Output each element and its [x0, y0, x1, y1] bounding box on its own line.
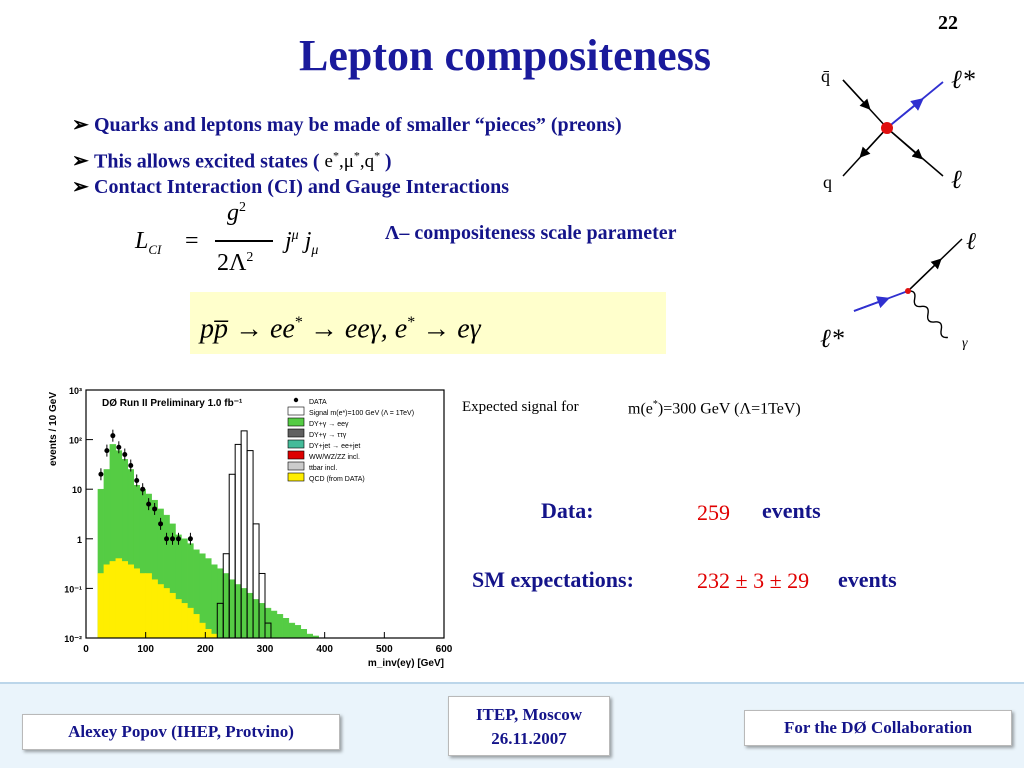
- histogram-bar: [253, 599, 259, 638]
- data-point: [170, 536, 175, 541]
- histogram-bar: [146, 573, 152, 638]
- formula-equals: =: [185, 228, 199, 254]
- legend-label: DATA: [309, 399, 327, 406]
- bullet-close-paren: ): [384, 150, 392, 173]
- x-tick-label: 0: [83, 644, 89, 655]
- histogram-bar: [247, 593, 253, 638]
- data-point: [146, 502, 151, 507]
- histogram-bar: [128, 565, 134, 638]
- histogram-bar: [259, 603, 265, 638]
- histogram-bar: [277, 614, 283, 638]
- x-axis-label: m_inv(eγ) [GeV]: [367, 658, 444, 669]
- slide-title: Lepton compositeness: [299, 31, 711, 80]
- data-point: [164, 536, 169, 541]
- qbar-label: q̄: [821, 66, 830, 86]
- bullet-item-excited-states: [72, 143, 622, 174]
- x-tick-label: 600: [435, 644, 453, 655]
- data-events-value: 259: [697, 500, 730, 525]
- data-point: [188, 536, 193, 541]
- histogram-bar: [229, 580, 235, 638]
- histogram-bar: [205, 629, 211, 638]
- legend-swatch: [288, 407, 304, 415]
- footer-venue: [448, 696, 610, 756]
- histogram-bar: [164, 588, 170, 638]
- x-tick-label: 500: [375, 644, 393, 655]
- arrow-bullet-icon: ➢: [72, 176, 89, 198]
- histogram-bar: [140, 573, 146, 638]
- excited-states-formula: e*,μ*,q*: [324, 149, 381, 173]
- legend-swatch: [288, 473, 304, 481]
- histogram-bar: [211, 565, 217, 638]
- histogram-bar: [271, 611, 277, 638]
- histogram-bar: [235, 584, 241, 638]
- histogram-bar: [152, 580, 158, 638]
- data-label: Data:: [541, 498, 594, 523]
- histogram-bar: [158, 584, 164, 638]
- lstar-label: ℓ*: [820, 324, 844, 353]
- expected-signal-mass: m(e*)=300 GeV (Λ=1TeV): [628, 399, 801, 418]
- histogram-bar: [193, 614, 199, 638]
- y-tick-label: 10⁻¹: [64, 584, 82, 595]
- bullet-text: This allows excited states (: [94, 150, 320, 173]
- histogram-bar: [98, 573, 104, 638]
- histogram-bar: [205, 559, 211, 638]
- formula-currents: $j^\mu$ $j_\mu$: [285, 228, 319, 258]
- lepton-label: ℓ: [966, 229, 976, 255]
- histogram-bar: [181, 603, 187, 638]
- lambda-note: Λ– compositeness scale parameter: [385, 222, 677, 244]
- formula-denominator: $2\Lambda^2$: [217, 250, 254, 276]
- formula-numerator: $g^2$: [227, 200, 246, 226]
- legend-marker: [294, 398, 298, 402]
- histogram-bar: [295, 625, 301, 638]
- histogram-bar: [223, 573, 229, 638]
- footer-venue-place: ITEP, Moscow: [475, 705, 583, 724]
- formula-lhs: $L_{CI}$: [135, 228, 162, 257]
- lagrangian-formula: [135, 200, 355, 290]
- histogram-bar: [199, 623, 205, 638]
- legend-label: DY+γ → ττγ: [309, 432, 347, 439]
- contact-interaction-diagram: [815, 52, 995, 204]
- lepton-label: ℓ: [951, 165, 962, 194]
- legend-label: DY+γ → eeγ: [309, 421, 349, 428]
- data-point: [140, 487, 145, 492]
- histogram-bar: [134, 569, 140, 638]
- expected-signal-label: Expected signal for: [462, 399, 579, 415]
- data-point: [134, 478, 139, 483]
- y-tick-label: 10²: [68, 435, 82, 446]
- legend-label: QCD (from DATA): [309, 476, 365, 483]
- reaction-formula: pp̅ → ee* → eeγ, e* → eγ: [190, 292, 666, 354]
- data-point: [176, 536, 181, 541]
- fraction-line: [215, 240, 273, 242]
- y-tick-label: 10⁻²: [64, 634, 82, 644]
- arrow-bullet-icon: ➢: [72, 150, 89, 173]
- histogram-bar: [116, 559, 122, 638]
- data-point: [128, 463, 133, 468]
- histogram-bar: [104, 565, 110, 638]
- legend-label: Signal m(e*)=100 GeV (Λ = 1TeV): [309, 410, 415, 417]
- data-point: [110, 433, 115, 438]
- legend-swatch: [288, 451, 304, 459]
- legend-label: DY+jet → ee+jet: [309, 443, 361, 450]
- y-tick-label: 1: [76, 534, 82, 545]
- arrow-bullet-icon: ➢: [72, 114, 89, 136]
- data-point: [104, 448, 109, 453]
- sm-expectation-label: SM expectations:: [472, 567, 634, 592]
- footer-venue-date: 26.11.2007: [491, 729, 567, 748]
- sm-events-unit: events: [838, 567, 897, 592]
- gamma-label: γ: [962, 336, 968, 351]
- gauge-interaction-diagram: [812, 225, 1002, 360]
- bullet-text: Contact Interaction (CI) and Gauge Interactions: [94, 176, 509, 198]
- x-tick-label: 200: [196, 644, 214, 655]
- data-point: [116, 445, 121, 450]
- legend-swatch: [288, 462, 304, 470]
- q-label: q: [823, 172, 832, 192]
- slide-number: 22: [938, 12, 958, 34]
- histogram-bar: [187, 608, 193, 638]
- bullet-item-preons: [72, 112, 622, 143]
- data-point: [158, 521, 163, 526]
- legend-label: WW/WZ/ZZ incl.: [309, 454, 360, 461]
- sm-expectation-value: 232 ± 3 ± 29: [697, 568, 810, 593]
- data-events-unit: events: [762, 498, 821, 523]
- x-tick-label: 300: [256, 644, 274, 655]
- histogram-bar: [301, 629, 307, 638]
- histogram-bar: [176, 599, 182, 638]
- chart-title: DØ Run II Preliminary 1.0 fb⁻¹: [102, 398, 243, 409]
- x-tick-label: 400: [316, 644, 334, 655]
- legend-swatch: [288, 429, 304, 437]
- y-axis-label: events / 10 GeV: [48, 392, 59, 466]
- data-point: [122, 452, 127, 457]
- legend-swatch: [288, 440, 304, 448]
- histogram-bar: [170, 593, 176, 638]
- legend-swatch: [288, 418, 304, 426]
- y-tick-label: 10: [71, 485, 82, 496]
- data-point: [98, 472, 103, 477]
- lstar-label: ℓ*: [951, 65, 975, 94]
- histogram-bar: [289, 623, 295, 638]
- bullet-list: [72, 112, 622, 205]
- footer-author: Alexey Popov (IHEP, Protvino): [22, 714, 340, 750]
- histogram-bar: [110, 561, 116, 638]
- data-point: [152, 506, 157, 511]
- histogram-bar: [122, 561, 128, 638]
- legend-label: ttbar incl.: [309, 465, 338, 472]
- footer-collaboration: For the DØ Collaboration: [744, 710, 1012, 746]
- x-tick-label: 100: [137, 644, 155, 655]
- mass-histogram-chart: [44, 380, 453, 678]
- histogram-bar: [283, 618, 289, 638]
- histogram-bar: [241, 588, 247, 638]
- footer-bar: [0, 682, 1024, 768]
- y-tick-label: 10³: [68, 386, 82, 396]
- bullet-text: Quarks and leptons may be made of smaller “pieces” (preons): [94, 114, 622, 136]
